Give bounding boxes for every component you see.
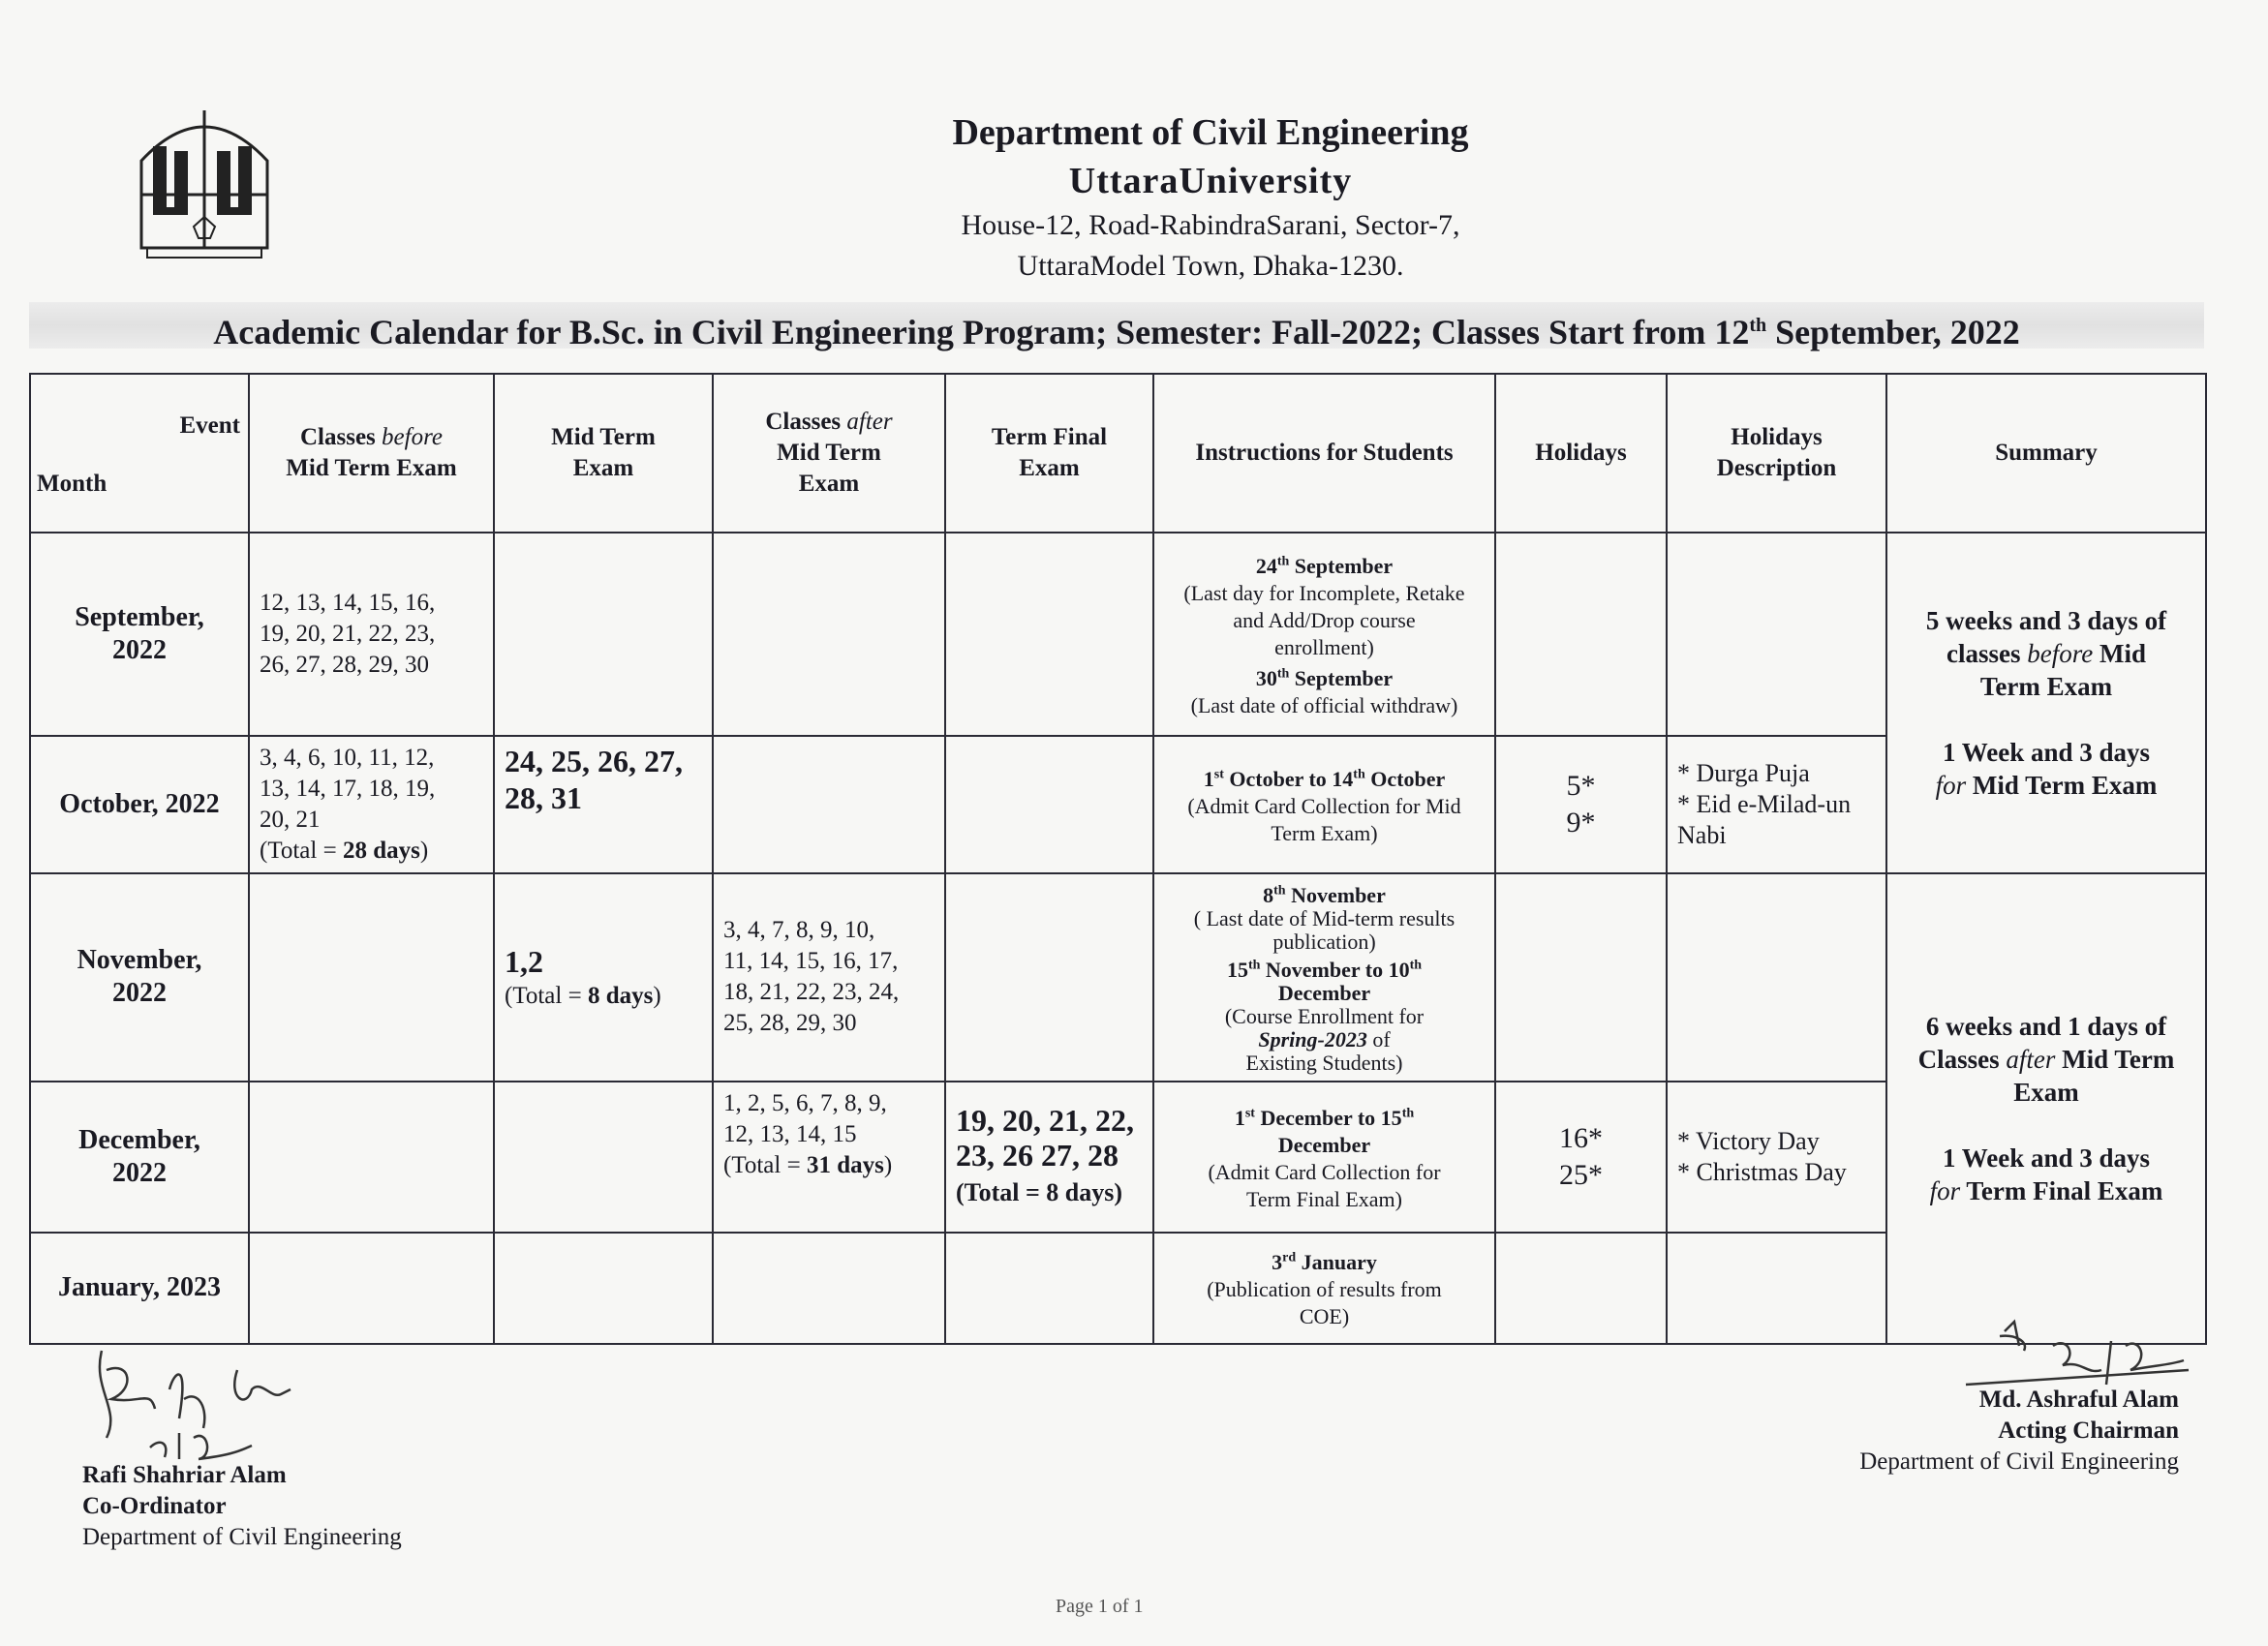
signature-block-coordinator (82, 1331, 567, 1553)
table-row-november (30, 873, 2206, 1082)
holidays-october: 5* 9* (1495, 736, 1667, 873)
summary-after-mid-term: 6 weeks and 1 days of Classes after Mid Term Exam 1 Week and 3 days for Term Final Exam (1886, 873, 2206, 1344)
university-name: UttaraUniversity (1068, 161, 1353, 201)
table-row-october (30, 736, 2206, 873)
university-logo (134, 103, 275, 261)
mid-term-january (494, 1233, 713, 1344)
chairman-role: Acting Chairman (1998, 1417, 2179, 1444)
term-final-september (945, 533, 1153, 736)
header-summary: Summary (1886, 374, 2206, 533)
instructions-october: 1st October to 14th October (Admit Card Collection for Mid Term Exam) (1153, 736, 1495, 873)
table-row-september (30, 533, 2206, 736)
month-november: November, 2022 (30, 873, 249, 1082)
classes-before-january (249, 1233, 494, 1344)
corner-month-label: Month (37, 471, 107, 497)
table-row-january (30, 1233, 2206, 1344)
chairman-name: Md. Ashraful Alam (1978, 1387, 2179, 1413)
address-line-2: UttaraModel Town, Dhaka-1230. (1017, 250, 1404, 282)
instructions-december: 1st December to 15th December (Admit Card Collection for Term Final Exam) (1153, 1082, 1495, 1233)
month-september: September, 2022 (30, 533, 249, 736)
mid-term-september (494, 533, 713, 736)
classes-after-january (713, 1233, 945, 1344)
term-final-january (945, 1233, 1153, 1344)
table-header-row (30, 374, 2206, 533)
mid-term-november: 1,2 (Total = 8 days) (494, 873, 713, 1082)
term-final-december: 19, 20, 21, 22, 23, 26 27, 28 (Total = 8 days) (945, 1082, 1153, 1233)
summary-before-mid-term: 5 weeks and 3 days of classes before Mid Term Exam 1 Week and 3 days for Mid Term Exam (1886, 533, 2206, 873)
classes-after-september (713, 533, 945, 736)
letterhead (678, 108, 1743, 287)
header-instructions: Instructions for Students (1153, 374, 1495, 533)
instructions-november: 8th November ( Last date of Mid-term results publication) 15th November to 10th December (Course Enrollment for Spring-2023 of Existing Students) (1153, 873, 1495, 1082)
chairman-department: Department of Civil Engineering (1859, 1448, 2179, 1475)
mid-term-october: 24, 25, 26, 27, 28, 31 (494, 736, 713, 873)
calendar-title: Academic Calendar for B.Sc. in Civil Engineering Program; Semester: Fall-2022; Classes Start from 12th September, 2022 (213, 313, 2020, 351)
classes-before-october: 3, 4, 6, 10, 11, 12, 13, 14, 17, 18, 19, 20, 21 (Total = 28 days) (249, 736, 494, 873)
month-january: January, 2023 (30, 1233, 249, 1344)
coordinator-role: Co-Ordinator (82, 1493, 227, 1519)
corner-header (30, 374, 249, 533)
classes-before-december (249, 1082, 494, 1233)
header-term-final: Term Final Exam (945, 374, 1153, 533)
academic-calendar-table (29, 373, 2207, 1345)
holiday-desc-november (1667, 873, 1886, 1082)
term-final-november (945, 873, 1153, 1082)
mid-term-december (494, 1082, 713, 1233)
page-number: Page 1 of 1 (1056, 1596, 1144, 1617)
signature-block-chairman (1743, 1385, 2179, 1478)
instructions-january: 3rd January (Publication of results from COE) (1153, 1233, 1495, 1344)
corner-event-label: Event (179, 412, 240, 439)
term-final-october (945, 736, 1153, 873)
header-holidays: Holidays (1495, 374, 1667, 533)
holidays-january (1495, 1233, 1667, 1344)
handwritten-signature-left (82, 1331, 353, 1467)
coordinator-department: Department of Civil Engineering (82, 1524, 402, 1550)
instructions-september: 24th September (Last day for Incomplete, Retake and Add/Drop course enrollment) 30th September (Last date of official withdraw) (1153, 533, 1495, 736)
holiday-desc-january (1667, 1233, 1886, 1344)
coordinator-name: Rafi Shahriar Alam (82, 1462, 287, 1488)
holidays-september (1495, 533, 1667, 736)
holidays-november (1495, 873, 1667, 1082)
holiday-desc-december: * Victory Day * Christmas Day (1667, 1082, 1886, 1233)
header-classes-before: Classes before Mid Term Exam (249, 374, 494, 533)
header-mid-term: Mid Term Exam (494, 374, 713, 533)
month-october: October, 2022 (30, 736, 249, 873)
classes-after-december: 1, 2, 5, 6, 7, 8, 9, 12, 13, 14, 15 (Total = 31 days) (713, 1082, 945, 1233)
month-december: December, 2022 (30, 1082, 249, 1233)
header-holidays-description: Holidays Description (1667, 374, 1886, 533)
classes-before-september: 12, 13, 14, 15, 16, 19, 20, 21, 22, 23, 26, 27, 28, 29, 30 (249, 533, 494, 736)
handwritten-signature-right (1946, 1317, 2198, 1394)
holiday-desc-october: * Durga Puja * Eid e-Milad-un Nabi (1667, 736, 1886, 873)
holidays-december: 16* 25* (1495, 1082, 1667, 1233)
table-row-december (30, 1082, 2206, 1233)
classes-after-october (713, 736, 945, 873)
header-classes-after: Classes after Mid Term Exam (713, 374, 945, 533)
classes-after-november: 3, 4, 7, 8, 9, 10, 11, 14, 15, 16, 17, 18, 21, 22, 23, 24, 25, 28, 29, 30 (713, 873, 945, 1082)
department-name: Department of Civil Engineering (952, 112, 1469, 153)
holiday-desc-september (1667, 533, 1886, 736)
classes-before-november (249, 873, 494, 1082)
address-line-1: House-12, Road-RabindraSarani, Sector-7, (961, 209, 1460, 241)
